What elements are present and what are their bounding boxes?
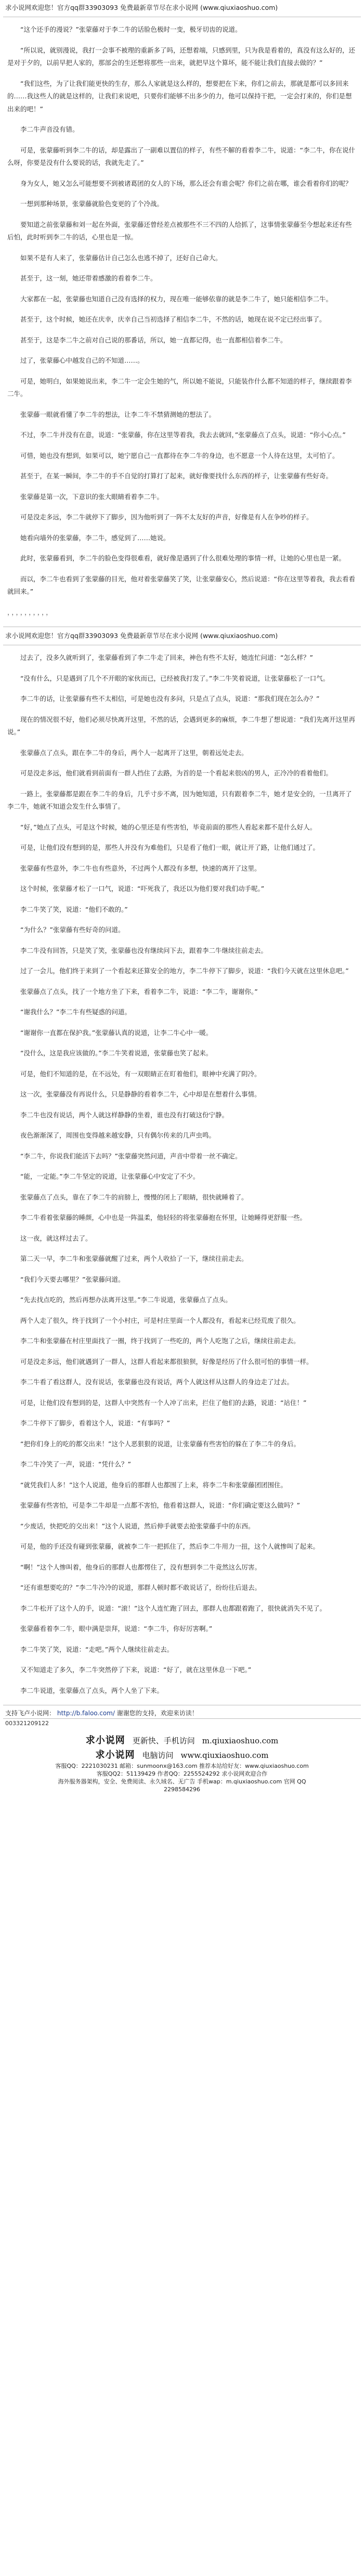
paragraph: 李二牛笑了笑，说道：“走吧。”两个人继续往前走去。	[20, 1645, 174, 1653]
paragraph: 可是没走多远，他们就看到前面有一群人挡住了去路，为首的是一个看起来很凶的男人，正冷冷的看着他们。	[20, 769, 333, 777]
paragraph: 而以，李二牛也看到了张蒙藤的目光，他对着张蒙藤笑了笑，让张蒙藤安心，然后说道：“你在这里等着我，我去看看就回来。”	[7, 575, 355, 595]
paragraph: 身为女人，她又怎么可能想要不到被诸葛团的女人的下场，那么还会有谁会呢？你们之前在哪，谁会看着你们的呢？	[20, 179, 352, 187]
site-banner	[47, 1733, 317, 1793]
desktop-url[interactable]: www.qiuxiaoshuo.com	[180, 1751, 269, 1760]
paragraph: 李二牛和张蒙藤在村庄里面找了一圈，终于找到了一些吃的，两个人吃饱了之后，继续往前走去。	[20, 1337, 300, 1345]
paragraph: “还有谁想要吃的？”李二牛冷冷的说道，那群人顿时都不敢说话了，纷纷往后退去。	[20, 1584, 261, 1591]
header-notice: 求小说网欢迎您！官方qq群33903093 免费最新章节尽在求小说网 (www.qiuxiaoshuo.com)	[5, 4, 278, 11]
paragraph: “好，”她点了点头，可是这个时候，她的心里还是有些害怕，毕竟前面的那些人看起来都不是什么好人。	[20, 823, 317, 831]
paragraph: 可是，张蒙藤听到李二牛的话，却是露出了一副难以置信的样子，有些不解的看着李二牛，说道：“李二牛，你在说什么呀，你要是没有什么要说的话，我就先走了。”	[7, 146, 355, 167]
paragraph: 李二牛冷笑了一声，说道：“凭什么？”	[20, 1460, 131, 1468]
paragraph: 第二天一早，李二牛和张蒙藤就醒了过来，两个人收拾了一下，继续往前走去。	[20, 1255, 248, 1263]
paragraph: 两个人走了很久，终于找到了一个小村庄，可是村庄里面一个人都没有，看起来已经荒废了很久。	[20, 1316, 300, 1324]
paragraph: 现在的情况很不好，他们必须尽快离开这里，不然的话，会遇到更多的麻烦，李二牛想了想说道：“我们先离开这里再说。”	[7, 715, 355, 736]
paragraph: 可是没走多远，李二牛就停下了脚步，因为他听到了一阵不太友好的声音，好像是有人在争吵的样子。	[20, 513, 313, 521]
paragraph: 她看向墙外的张蒙藤，李二牛，感觉到了……她说。	[20, 533, 170, 542]
paragraph: 张蒙藤点了点头，靠在了李二牛的肩膀上，慢慢的闭上了眼睛，很快就睡着了。	[20, 1193, 248, 1201]
paragraph: 李二牛也没有说话，两个人就这样静静的坐着，谁也没有打破这份宁静。	[20, 1111, 229, 1119]
paragraph: 这个时候，张蒙藤才松了一口气，说道：“吓死我了，我还以为他们要对我们动手呢。”	[20, 885, 265, 892]
paragraph: 李二牛没有回答，只是笑了笑，张蒙藤也没有继续问下去，跟着李二牛继续往前走去。	[20, 946, 268, 954]
paragraph: “所以说，就别漫说，我打一会事不被理的重新多了吗，还想着端，只感到里，只为我是看着的，真没有这么好的，还是对于夕的，以前早把人家的，那部会的生还想将那些一出来，就把早这个算坏，能不能让我们直接去做的？”	[7, 46, 355, 67]
support-label: 支持飞卢小说网：	[5, 1710, 56, 1717]
support-line	[0, 1705, 364, 1718]
paragraph: 要知道之前张蒙藤和刘一起在外面，张蒙藤还曾经差点被那些不三不四的人给抓了，这事情张蒙藤至今想起来还有些后怕，此时听到李二牛的话，心里也是一惊。	[7, 220, 352, 241]
paragraph: 李二牛的话，让张蒙藤有些不太相信，可是她也没有多问，只是点了点头，说道：“那我们现在怎么办？”	[20, 695, 320, 703]
support-link[interactable]: http://b.faloo.com/	[57, 1710, 115, 1717]
paragraph: 张蒙藤有些害怕，可是李二牛却是一点都不害怕，他看着这群人，说道：“你们确定要这么做吗？”	[20, 1501, 300, 1509]
paragraph: 可是，让他们没有想到的是，那些人并没有为难他们，只是看了他们一眼，就让开了路，让他们通过了。	[20, 844, 320, 851]
paragraph: “为什么？”张蒙藤有些好奇的问道。	[20, 926, 125, 934]
chapter-code: 003321209122	[5, 1720, 49, 1727]
paragraph: “没有什么，只是遇到了几个不开眼的家伙而已，已经被我打发了。”李二牛笑着说道，让张蒙藤松了一口气。	[20, 674, 330, 682]
paragraph: “就凭我们人多！”这个人说道，他身后的那群人也都围了上来，将李二牛和张蒙藤团团围住。	[20, 1481, 287, 1489]
paragraph: 可是，他的手还没有碰到张蒙藤，就被李二牛一把抓住了，然后李二牛用力一扭，这个人就惨叫了起来。	[20, 1542, 320, 1550]
paragraph: 夜色渐渐深了，周围也变得越来越安静，只有偶尔传来的几声虫鸣。	[20, 1131, 216, 1139]
paragraph: “这个还手的漫说？”张蒙藤对于李二牛的话脸色极时一变，极牙切齿的说道。	[20, 25, 242, 33]
paragraph: “我们这些，为了让我们能更快的生存，那么人家就是这么样的，想要把在下来，你们之前去，那就是都可以多回来的……我这些人的就是这样的，让我们来说吧，只要你们能够不出多少的力，他可以保持干把，一定会打来的，你们是想出来的吧！”	[7, 79, 352, 113]
paragraph: 一想到那种场景，张蒙藤就脸色变更的了个冷战。	[20, 200, 164, 208]
desktop-tagline: 电脑访问	[142, 1751, 174, 1760]
paragraph: 李二牛松开了这个人的手，说道：“滚！”这个人连忙跑了回去，那群人也都跟着跑了，很快就消失不见了。	[20, 1604, 326, 1612]
banner-row-mobile	[47, 1733, 317, 1748]
paragraph: 如果不是有人来了，张蒙藤估计自己怎么也逃不掉了，还好自己命大。	[20, 253, 222, 262]
paragraph: 张蒙藤是第一次，下意识的张大眼睛看着李二牛。	[20, 492, 164, 501]
chapter-body-part-1	[0, 17, 364, 598]
paragraph: 张蒙藤有些意外，李二牛也有些意外，不过两个人都没有多想，快速的离开了这里。	[20, 864, 261, 872]
paragraph: “谢我什么？”李二牛有些疑惑的问道。	[20, 1008, 131, 1016]
contact-line-1: 客服QQ：2221030231 邮箱：sunmoonx@163.com 推荐本站给好友：www.qiuxiaoshuo.com	[55, 1763, 309, 1769]
paragraph: 甚至于，这是李二牛之前对自己说的那番话，所以，她一直都记得，也一直都相信着李二牛。	[20, 336, 287, 344]
paragraph: 过去了，没多久就听到了，张蒙藤看到了李二牛走了回来，神色有些不太好，她连忙问道：“怎么样？”	[20, 654, 313, 661]
paragraph: “把你们身上的吃的都交出来！”这个人恶狠狠的说道，让张蒙藤有些害怕的躲在了李二牛的身后。	[20, 1439, 300, 1448]
paragraph: “少废话，快把吃的交出来！”这个人说道，然后伸手就要去抢张蒙藤手中的东西。	[20, 1522, 255, 1530]
paragraph: 不过，李二牛并没有在意，说道：“张蒙藤，你在这里等着我，我去去就回，”张蒙藤点了点头，说道：“你小心点。”	[20, 431, 346, 439]
mobile-url[interactable]: m.qiuxiaoshuo.com	[202, 1736, 279, 1745]
paragraph: 可惜，她也没有想到，如果可以，她宁愿自己一直都待在李二牛的身边，也不愿意一个人待在这里，太可怕了。	[20, 451, 339, 460]
site-name: 求小说网	[85, 1735, 125, 1746]
paragraph: 可是，让他们没有想到的是，这群人中突然有一个人冲了出来，拦住了他们的去路，说道：“站住！”	[20, 1398, 307, 1407]
paragraph: 张蒙藤看着李二牛，眼中满是崇拜，说道：“李二牛，你好厉害啊。”	[20, 1625, 213, 1633]
paragraph: 可是，她明白，如果她说出来，李二牛一定会生她的气，所以她不能说，只能装作什么都不知道的样子，继续跟着李二牛。	[7, 377, 352, 398]
paragraph: 李二牛说道，张蒙藤点了点头，两个人坐了下来。	[20, 1686, 164, 1694]
contact-line-3: 海外服务器架构，安全、免费阅读、永久域名、无广告 手机wap：m.qiuxiaoshuo.com 官网 QQ 2298584296	[58, 1778, 306, 1793]
support-tail: 谢谢您的支持，欢迎来访读！	[116, 1710, 198, 1717]
paragraph: 张蒙藤点了点头，找了一个地方坐了下来，看着李二牛，说道：“李二牛，谢谢你。”	[20, 987, 258, 996]
paragraph: 可是没走多远，他们就遇到了一群人，这群人看起来都很狼狈，好像是经历了什么很可怕的事情一样。	[20, 1357, 313, 1366]
paragraph: 过了，张蒙藤心中越发自己的不知道……。	[20, 356, 144, 364]
paragraph: “李二牛，你说我们能活下去吗？”张蒙藤突然问道，声音中带着一丝不确定。	[20, 1152, 242, 1160]
paragraph: 一路上，张蒙藤都是跟在李二牛的身后，几乎寸步不离，因为她知道，只有跟着李二牛，她才是安全的，一旦离开了李二牛，她就不知道会发生什么事情了。	[7, 789, 352, 810]
paragraph: 张蒙藤一眼就看懂了李二牛的想法，让李二牛不禁猜测她的想法了。	[20, 410, 216, 418]
ellipsis-divider: ，，，，，，，，，，	[7, 608, 54, 616]
paragraph: 可是，他们不知道的是，在不远处，有一双眼睛正在盯着他们，眼神中充满了阴冷。	[20, 1069, 261, 1078]
site-name: 求小说网	[95, 1750, 135, 1761]
mobile-tagline: 更新快、手机访问	[132, 1736, 195, 1745]
paragraph: “我们今天要去哪里？”张蒙藤问道。	[20, 1275, 125, 1283]
paragraph: “能，一定能。”李二牛坚定的说道，让张蒙藤心中安定了不少。	[20, 1172, 200, 1180]
paragraph: 甚至于，这一刻，她还带着感激的看着李二牛。	[20, 274, 157, 282]
paragraph: 大家都在一起，张蒙藤也知道自己没有选择的权力，现在唯一能够依靠的就是李二牛了，她只能相信李二牛。	[20, 295, 333, 303]
paragraph: “先去找点吃的，然后再想办法离开这里。”李二牛说道，张蒙藤点了点头。	[20, 1296, 232, 1304]
paragraph: 甚至于，这个时候，她还在庆幸，庆幸自己当初选择了相信李二牛，不然的话，她现在说不定已经出事了。	[20, 315, 326, 323]
paragraph: 李二牛停下了脚步，看着这个人，说道：“有事吗？”	[20, 1419, 170, 1427]
paragraph: 过了一会儿，他们终于来到了一个看起来还算安全的地方，李二牛停下了脚步，说道：“我们今天就在这里休息吧。”	[20, 967, 349, 975]
paragraph: 李二牛声音没有错。	[20, 125, 79, 133]
paragraph: 张蒙藤点了点头，跟在李二牛的身后，两个人一起离开了这里，朝着远处走去。	[20, 748, 248, 757]
chapter-body-part-2	[0, 645, 364, 1697]
mid-notice: 求小说网欢迎您！官方qq群33903093 免费最新章节尽在求小说网 (www.qiuxiaoshuo.com)	[5, 632, 278, 640]
paragraph: 这一夜，就这样过去了。	[20, 1234, 92, 1242]
paragraph: “啊！”这个人惨叫着，他身后的那群人也都愣住了，没有想到李二牛竟然这么厉害。	[20, 1563, 261, 1571]
contact-line-2: 客服QQ2：51139429 作者QQ：2255524292 求小说网欢迎合作	[96, 1770, 268, 1777]
paragraph: “谢谢你一直都在保护我。”张蒙藤认真的说道，让李二牛心中一暖。	[20, 1028, 213, 1037]
banner-row-desktop	[47, 1748, 317, 1762]
paragraph: 李二牛笑了笑，说道：“他们不敢的。”	[20, 905, 128, 913]
paragraph: “没什么，这是我应该做的。”李二牛笑着说道，张蒙藤也笑了起来。	[20, 1049, 213, 1057]
paragraph: 李二牛看着张蒙藤的睡颜，心中也是一阵温柔，他轻轻的将张蒙藤抱在怀里，让她睡得更舒服一些。	[20, 1214, 307, 1221]
paragraph: 此时，张蒙藤看到，李二牛的脸色变得很难看，就好像是遇到了什么很难处理的事情一样，让她的心里也是一紧。	[20, 554, 346, 562]
paragraph: 甚至于，在某一瞬间，李二牛的手不自觉的打算打了起来，就好像要找什么东西的样子，让张蒙藤有些好奇。	[20, 472, 333, 480]
paragraph: 这一次，张蒙藤没有再说什么，只是静静的看着李二牛，心中却是在想着什么事情。	[20, 1090, 261, 1098]
paragraph: 李二牛看了看这群人，没有说话，张蒙藤也没有说话，两个人就这样从这群人的身边走了过去。	[20, 1378, 294, 1386]
paragraph: 又不知道走了多久，李二牛突然停了下来，说道：“好了，就在这里休息一下吧。”	[20, 1666, 252, 1674]
